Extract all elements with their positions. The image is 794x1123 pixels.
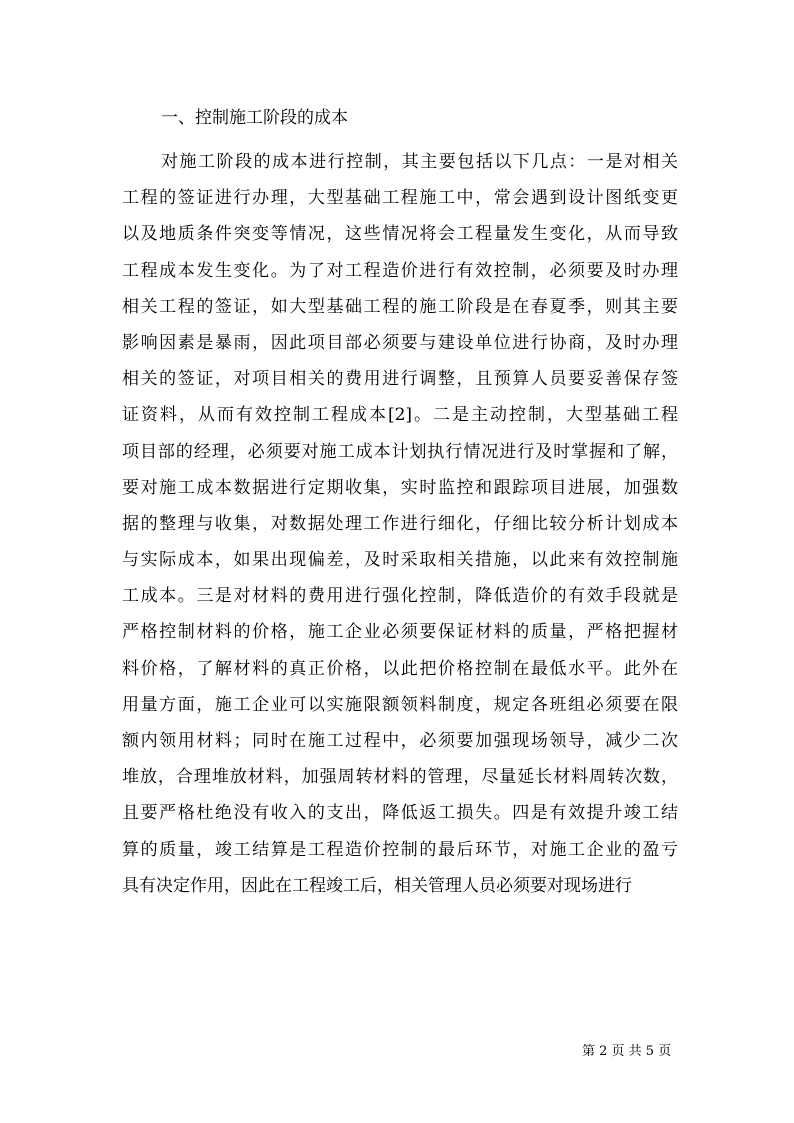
paragraph-line: 严格控制材料的价格，施工企业必须要保证材料的质量，严格把握材 [122, 622, 678, 643]
paragraph-line: 要对施工成本数据进行定期收集，实时监控和跟踪项目进展，加强数 [122, 477, 678, 498]
page-number-footer: 第 2 页 共 5 页 [582, 1044, 672, 1059]
body-paragraph [122, 150, 678, 910]
section-heading: 一、控制施工阶段的成本 [161, 108, 348, 128]
paragraph-line: 工程成本发生变化。为了对工程造价进行有效控制，必须要及时办理 [122, 260, 678, 281]
paragraph-line: 对施工阶段的成本进行控制，其主要包括以下几点：一是对相关 [161, 152, 678, 172]
paragraph-line: 相关工程的签证，如大型基础工程的施工阶段是在春夏季，则其主要 [122, 296, 678, 317]
paragraph-line: 料价格，了解材料的真正价格，以此把价格控制在最低水平。此外在 [122, 658, 678, 679]
paragraph-line: 与实际成本，如果出现偏差，及时采取相关措施，以此来有效控制施 [122, 550, 678, 571]
paragraph-line: 据的整理与收集，对数据处理工作进行细化，仔细比较分析计划成本 [122, 513, 678, 534]
paragraph-line: 用量方面，施工企业可以实施限额领料制度，规定各班组必须要在限 [122, 694, 678, 715]
paragraph-line: 以及地质条件突变等情况，这些情况将会工程量发生变化，从而导致 [122, 224, 678, 245]
paragraph-line: 工程的签证进行办理，大型基础工程施工中，常会遇到设计图纸变更 [122, 188, 678, 209]
paragraph-line: 证资料，从而有效控制工程成本[2]。二是主动控制，大型基础工程 [122, 405, 678, 426]
paragraph-line: 项目部的经理，必须要对施工成本计划执行情况进行及时掌握和了解， [122, 441, 678, 462]
paragraph-line: 具有决定作用，因此在工程竣工后，相关管理人员必须要对现场进行 [122, 875, 632, 896]
paragraph-line: 堆放，合理堆放材料，加强周转材料的管理，尽量延长材料周转次数， [122, 767, 678, 788]
paragraph-line: 工成本。三是对材料的费用进行强化控制，降低造价的有效手段就是 [122, 586, 678, 607]
paragraph-line: 影响因素是暴雨，因此项目部必须要与建设单位进行协商，及时办理 [122, 332, 678, 353]
paragraph-line: 相关的签证，对项目相关的费用进行调整，且预算人员要妥善保存签 [122, 369, 678, 390]
paragraph-line: 算的质量，竣工结算是工程造价控制的最后环节，对施工企业的盈亏 [122, 839, 678, 860]
paragraph-line: 额内领用材料；同时在施工过程中，必须要加强现场领导，减少二次 [122, 731, 678, 751]
paragraph-line: 且要严格杜绝没有收入的支出，降低返工损失。四是有效提升竣工结 [122, 803, 678, 824]
